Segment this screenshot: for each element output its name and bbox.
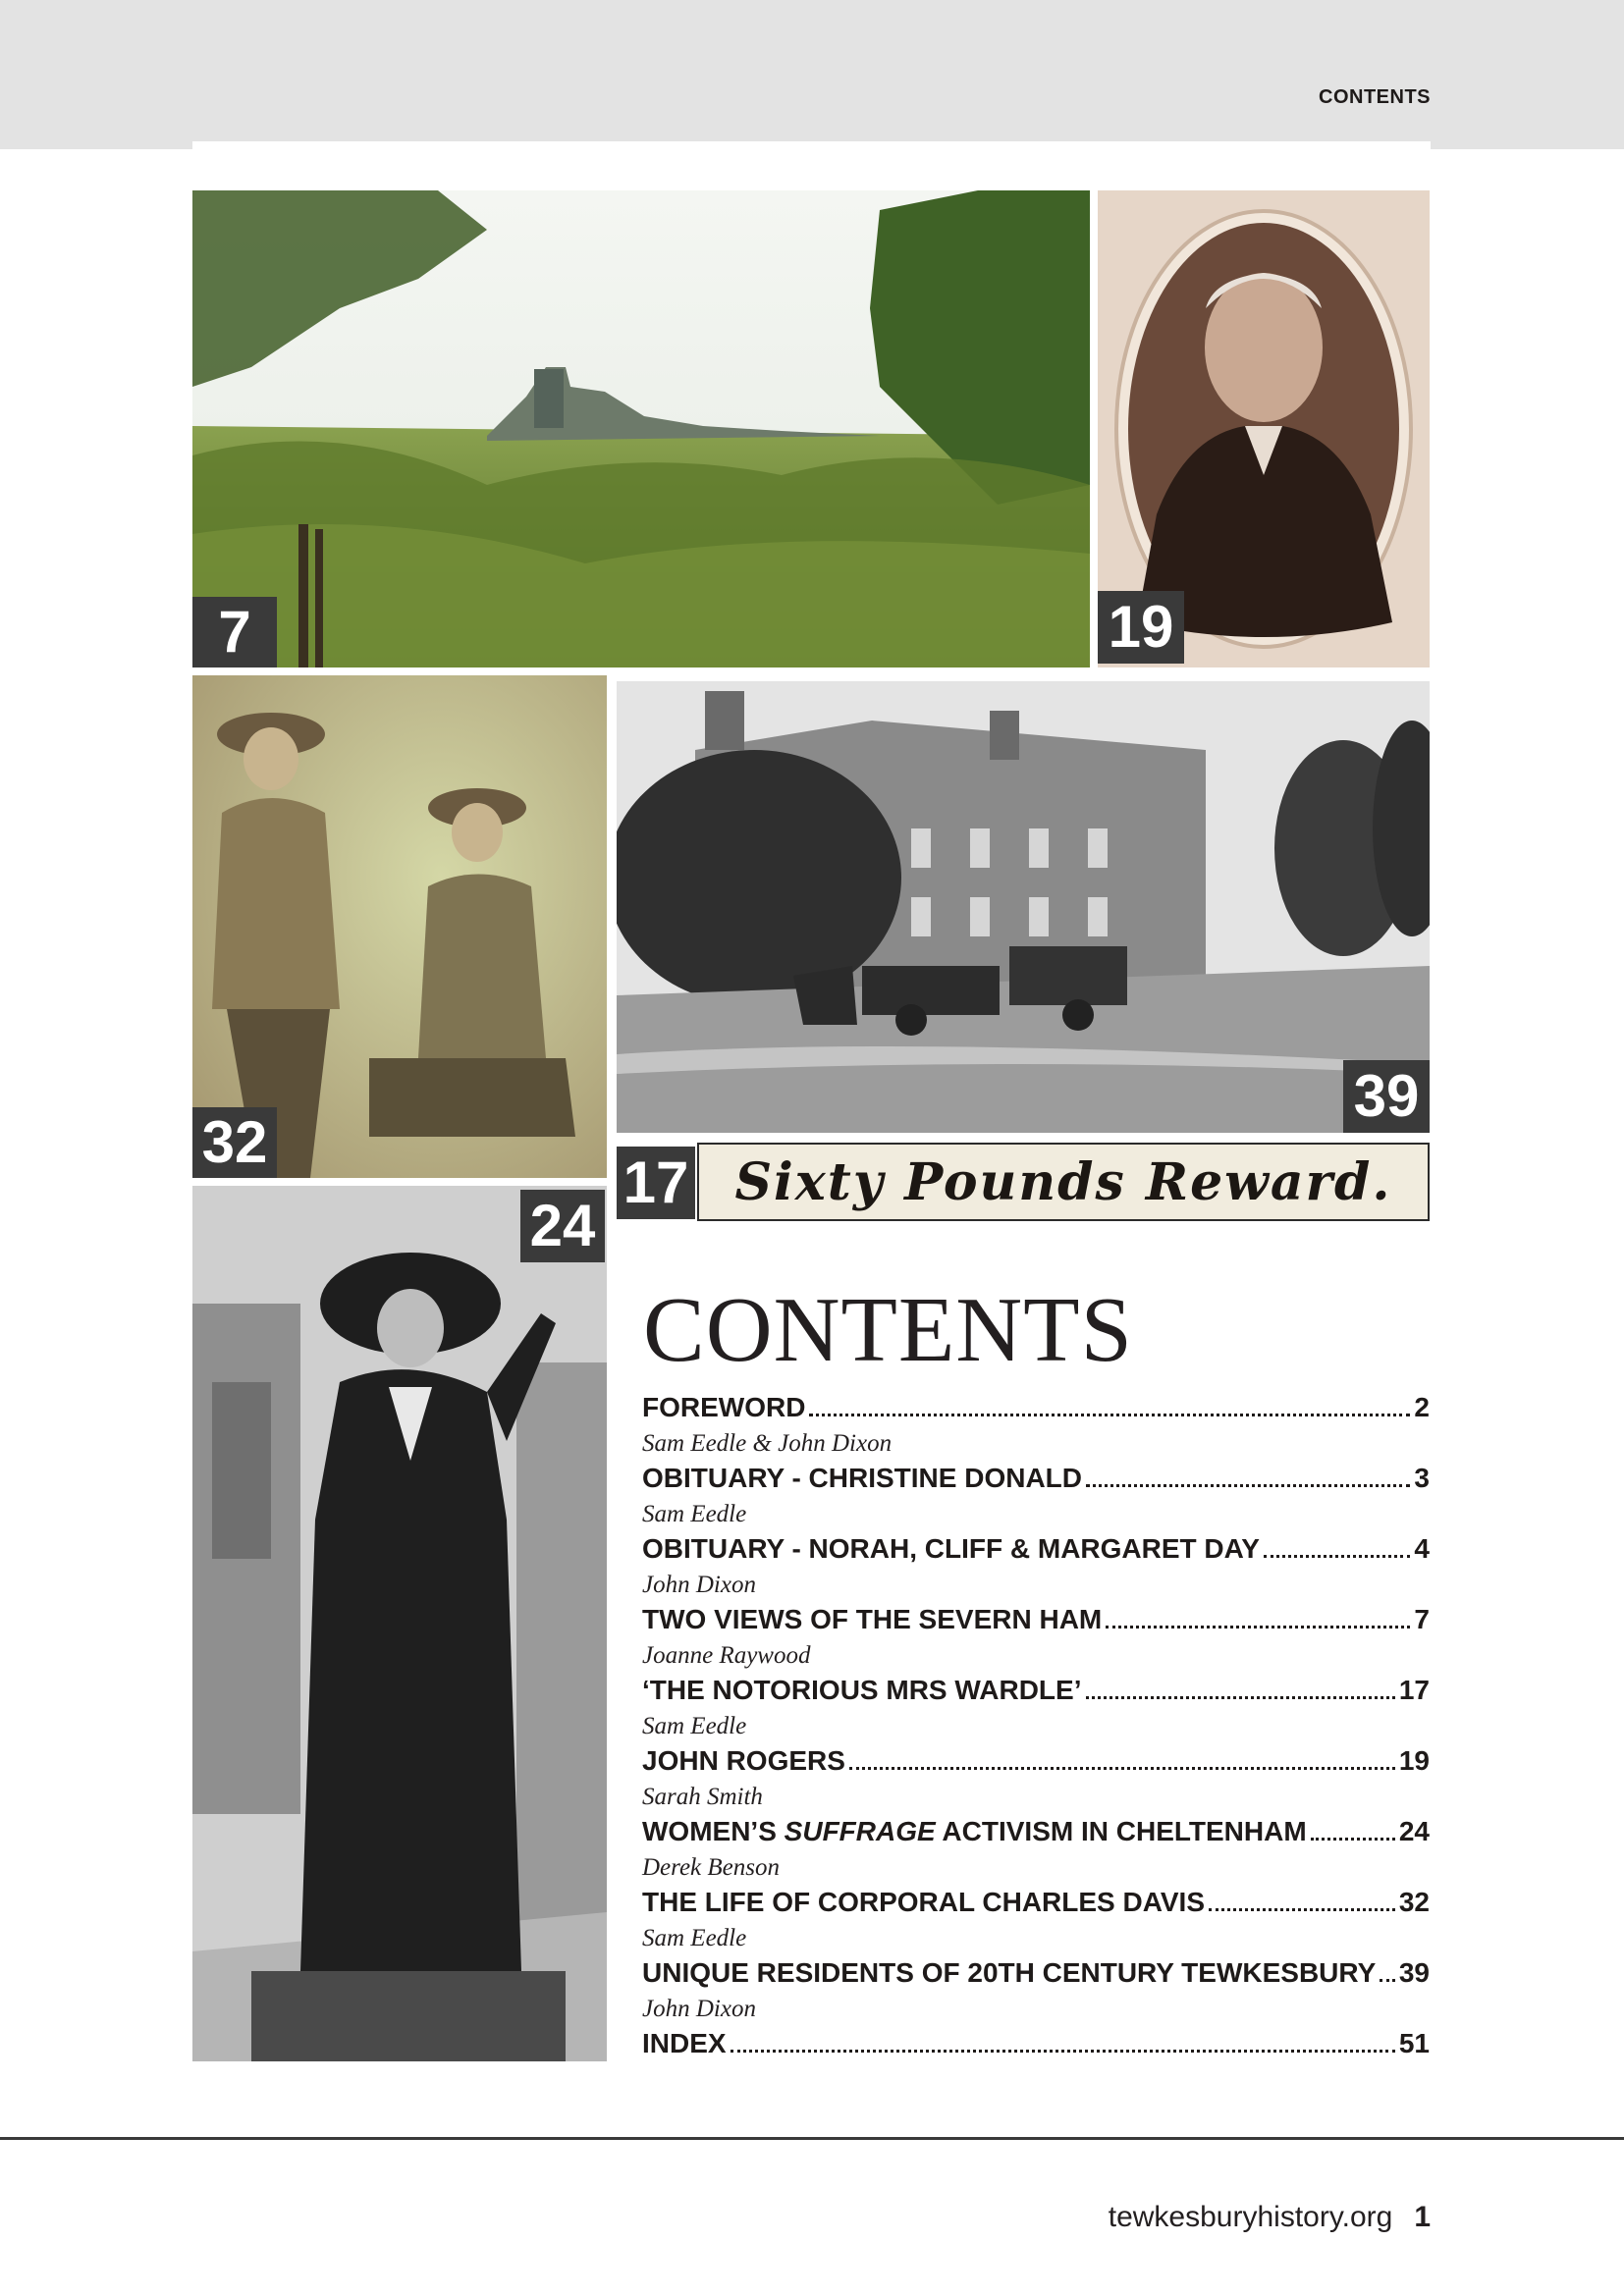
- page-footer: [1109, 2201, 1431, 2234]
- toc-author: Joanne Raywood: [642, 1642, 811, 1669]
- dot-leader: [1380, 1979, 1395, 1982]
- toc-page: 24: [1398, 1816, 1430, 1846]
- toc-title-italic: SUFFRAGE: [784, 1816, 936, 1846]
- page-ref-badge: 39: [1343, 1060, 1430, 1133]
- toc-title: INDEX: [642, 2028, 727, 2058]
- page-ref-badge: 19: [1098, 591, 1184, 664]
- dot-leader: [809, 1414, 1410, 1416]
- toc-title: THE LIFE OF CORPORAL CHARLES DAVIS: [642, 1887, 1205, 1917]
- footer-rule: [0, 2137, 1624, 2140]
- toc-entry[interactable]: [642, 1675, 1430, 1745]
- footer-site: tewkesburyhistory.org: [1108, 2201, 1393, 2233]
- toc-author: Sam Eedle: [642, 1713, 747, 1739]
- toc-author: Derek Benson: [642, 1854, 780, 1881]
- page-ref-badge: 7: [192, 597, 277, 667]
- footer-page-number: 1: [1414, 2201, 1431, 2233]
- toc-entry[interactable]: [642, 1957, 1430, 2028]
- toc-page: 32: [1398, 1887, 1430, 1917]
- photo-severn-ham: [192, 190, 1090, 667]
- toc-title: JOHN ROGERS: [642, 1745, 845, 1776]
- toc-title: TWO VIEWS OF THE SEVERN HAM: [642, 1604, 1103, 1634]
- dot-leader: [1086, 1484, 1410, 1487]
- photo-soldiers: [192, 675, 607, 1178]
- dot-leader: [731, 2050, 1395, 2053]
- toc-title-part: ACTIVISM IN CHELTENHAM: [935, 1816, 1307, 1846]
- dot-leader: [849, 1767, 1395, 1770]
- toc-entry[interactable]: [642, 1533, 1430, 1604]
- toc-title: ‘THE NOTORIOUS MRS WARDLE’: [642, 1675, 1082, 1705]
- toc-entry[interactable]: [642, 1463, 1430, 1533]
- toc-author: Sam Eedle & John Dixon: [642, 1430, 893, 1457]
- toc-title-part: WOMEN’S: [642, 1816, 785, 1846]
- table-of-contents: [642, 1392, 1430, 2099]
- photo-flooded-street: [617, 681, 1430, 1133]
- toc-page: 7: [1414, 1604, 1430, 1634]
- toc-page: 2: [1414, 1392, 1430, 1422]
- dot-leader: [1264, 1555, 1410, 1558]
- page-ref-badge: 24: [520, 1190, 605, 1262]
- dot-leader: [1086, 1696, 1395, 1699]
- toc-title: [642, 1816, 1307, 1847]
- toc-page: 51: [1398, 2028, 1430, 2058]
- running-header: CONTENTS: [1319, 86, 1431, 108]
- toc-author: Sarah Smith: [642, 1784, 763, 1810]
- toc-entry[interactable]: [642, 1745, 1430, 1816]
- toc-page: 19: [1398, 1745, 1430, 1776]
- toc-title: FOREWORD: [642, 1392, 806, 1422]
- toc-title: OBITUARY - NORAH, CLIFF & MARGARET DAY: [642, 1533, 1260, 1564]
- reward-text: Sixty Pounds Reward.: [734, 1151, 1392, 1212]
- header-band: [0, 0, 1624, 149]
- toc-entry[interactable]: [642, 1604, 1430, 1675]
- toc-title: UNIQUE RESIDENTS OF 20TH CENTURY TEWKESBURY: [642, 1957, 1377, 1988]
- contents-title: CONTENTS: [643, 1279, 1133, 1381]
- header-divider: [192, 141, 1431, 149]
- toc-page: 39: [1398, 1957, 1430, 1988]
- toc-page: 3: [1414, 1463, 1430, 1493]
- dot-leader: [1106, 1626, 1410, 1629]
- toc-title: OBITUARY - CHRISTINE DONALD: [642, 1463, 1082, 1493]
- toc-entry[interactable]: [642, 1887, 1430, 1957]
- page-ref-badge: 32: [192, 1107, 277, 1178]
- toc-author: Sam Eedle: [642, 1501, 747, 1527]
- photo-suffragette: [192, 1186, 607, 2061]
- dot-leader: [1311, 1838, 1395, 1841]
- toc-author: Sam Eedle: [642, 1925, 747, 1951]
- toc-entry[interactable]: [642, 2028, 1430, 2099]
- toc-entry[interactable]: [642, 1816, 1430, 1887]
- toc-page: 4: [1414, 1533, 1430, 1564]
- reward-clipping: [697, 1143, 1430, 1221]
- dot-leader: [1209, 1908, 1395, 1911]
- page-ref-badge: 17: [617, 1147, 695, 1219]
- toc-author: John Dixon: [642, 1996, 756, 2022]
- toc-page: 17: [1398, 1675, 1430, 1705]
- toc-entry[interactable]: [642, 1392, 1430, 1463]
- toc-author: John Dixon: [642, 1572, 756, 1598]
